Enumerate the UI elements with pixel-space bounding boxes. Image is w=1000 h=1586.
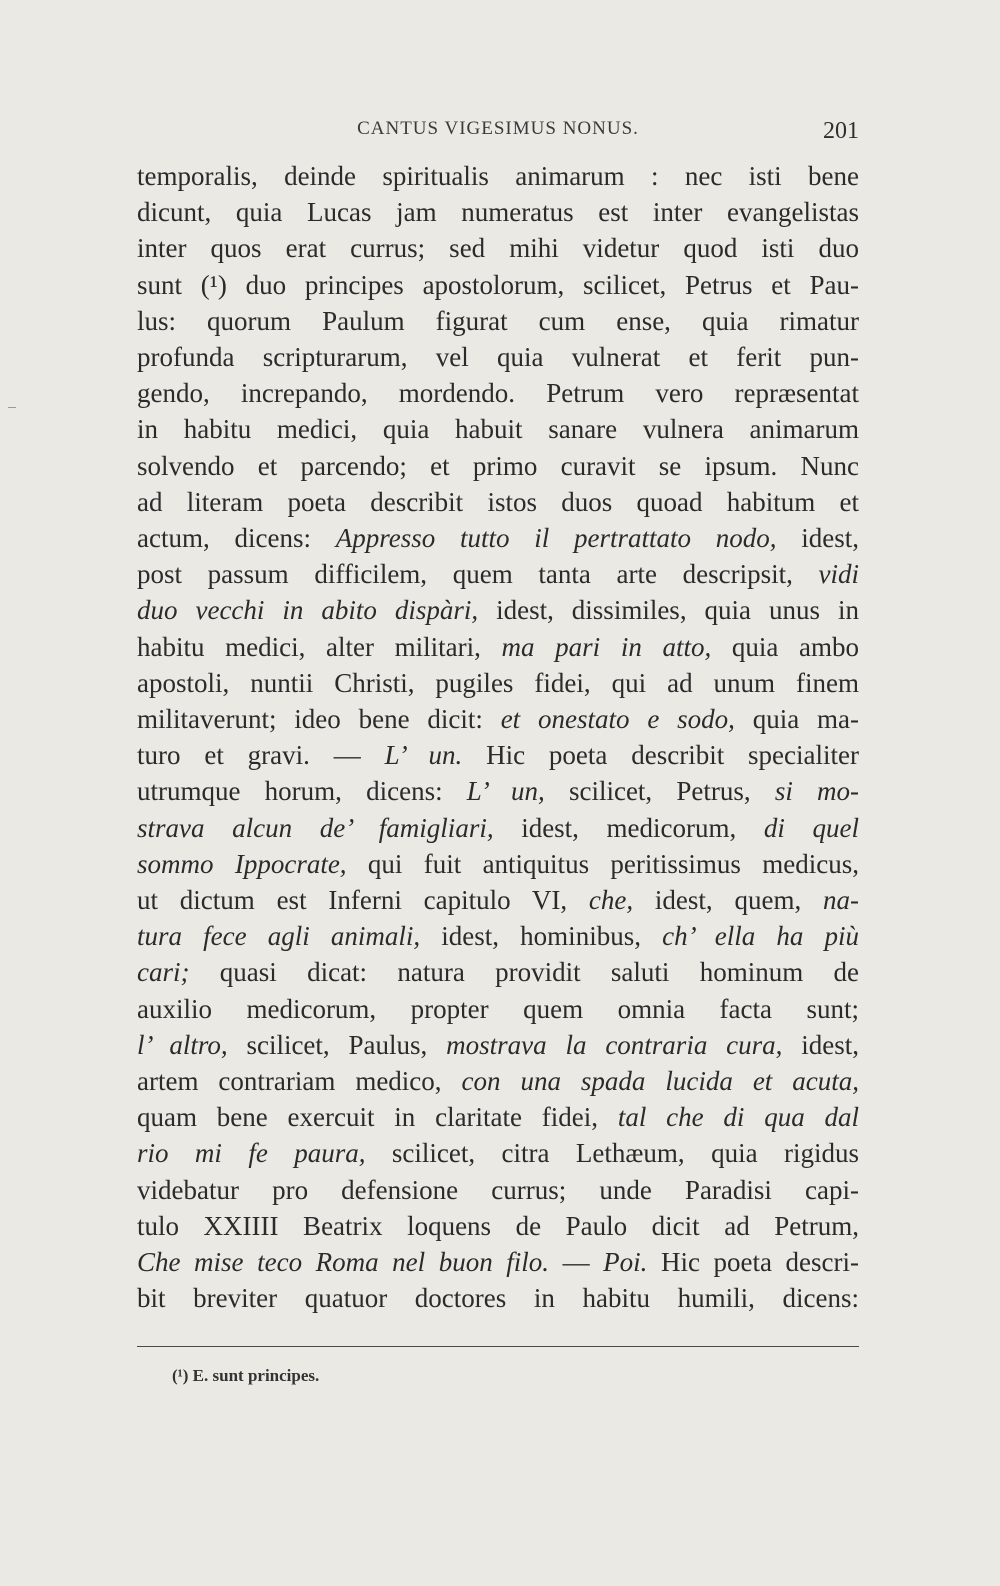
text-run: solvendo et parcendo; et primo curavit se ipsum. Nunc <box>137 450 859 481</box>
text-line <box>137 556 859 592</box>
italic-quote: Che mise teco Roma nel buon filo. <box>137 1247 550 1278</box>
text-run: profunda scripturarum, vel quia vulnerat et ferit pun- <box>137 342 859 373</box>
italic-quote: duo vecchi in abito dispàri, <box>137 595 479 626</box>
text-line <box>137 339 859 375</box>
text-run: scilicet, Paulus, <box>227 1029 447 1060</box>
italic-quote: tal che di qua dal <box>617 1102 859 1133</box>
text-line <box>137 737 859 773</box>
text-line <box>137 1280 859 1316</box>
text-run: idest, hominibus, <box>420 921 663 952</box>
italic-quote: L’ un, <box>466 776 545 807</box>
text-line <box>137 520 859 556</box>
italic-quote: tura fece agli animali, <box>137 921 421 952</box>
text-run: videbatur pro defensione currus; unde Paradisi capi- <box>137 1174 859 1205</box>
text-line <box>137 846 859 882</box>
italic-quote: mostrava la contraria cura, <box>446 1029 783 1060</box>
text-run: tulo XXIIII Beatrix loquens de Paulo dicit ad Petrum, <box>137 1210 859 1241</box>
text-run: quam bene exercuit in claritate fidei, <box>137 1102 618 1133</box>
text-line <box>137 810 859 846</box>
text-line <box>137 194 859 230</box>
text-run: sunt (¹) duo principes apostolorum, scilicet, Petrus et Pau- <box>137 269 859 300</box>
text-run: quasi dicat: natura providit saluti hominum de <box>189 957 859 988</box>
text-line <box>137 1027 859 1063</box>
text-line <box>137 1063 859 1099</box>
text-run: habitu medici, alter militari, <box>137 631 502 662</box>
text-line <box>137 1135 859 1171</box>
text-run: idest, <box>782 1029 859 1060</box>
running-title: CANTUS VIGESIMUS NONUS. <box>357 118 639 139</box>
text-run: — <box>549 1247 604 1278</box>
text-run: idest, dissimiles, quia unus in <box>478 595 859 626</box>
italic-quote: L’ un. <box>384 740 463 771</box>
text-line <box>137 773 859 809</box>
text-line <box>137 1208 859 1244</box>
text-line <box>137 158 859 194</box>
italic-quote: con una spada lucida et acuta, <box>461 1066 859 1097</box>
text-run: quia ma- <box>734 704 859 735</box>
text-run: apostoli, nuntii Christi, pugiles fidei, qui ad unum finem <box>137 667 859 698</box>
italic-quote: che, <box>588 885 634 916</box>
page-header <box>137 118 859 148</box>
text-line <box>137 484 859 520</box>
text-run: quia ambo <box>711 631 860 662</box>
text-line <box>137 267 859 303</box>
text-line <box>137 448 859 484</box>
text-run: Hic poeta describit specialiter <box>462 740 859 771</box>
text-line <box>137 918 859 954</box>
text-line <box>137 303 859 339</box>
italic-quote: l’ altro, <box>137 1029 228 1060</box>
page-number: 201 <box>823 118 859 144</box>
italic-quote: si mo- <box>774 776 860 807</box>
text-line <box>137 592 859 628</box>
text-line <box>137 991 859 1027</box>
text-run: in habitu medici, quia habuit sanare vulnera animarum <box>137 414 859 445</box>
text-line <box>137 1244 859 1280</box>
italic-quote: Appresso tutto il pertrattato nodo, <box>335 523 777 554</box>
italic-quote: ma pari in atto, <box>501 631 712 662</box>
text-run: artem contrariam medico, <box>137 1066 462 1097</box>
italic-quote: Poi. <box>603 1247 648 1278</box>
italic-quote: vidi <box>818 559 859 590</box>
text-run: inter quos erat currus; sed mihi videtur quod isti duo <box>137 233 859 264</box>
text-run: idest, medicorum, <box>493 812 764 843</box>
text-line <box>137 230 859 266</box>
text-run: scilicet, Petrus, <box>544 776 775 807</box>
text-run: Hic poeta descri- <box>647 1247 860 1278</box>
text-run: temporalis, deinde spiritualis animarum : nec isti bene <box>137 161 859 191</box>
italic-quote: na- <box>823 885 859 916</box>
text-line <box>137 629 859 665</box>
text-run: ut dictum est Inferni capitulo VI, <box>137 885 589 916</box>
text-line <box>137 375 859 411</box>
text-line <box>137 701 859 737</box>
text-run: idest, <box>776 523 859 554</box>
text-run: dicunt, quia Lucas jam numeratus est inter evangelistas <box>137 197 859 228</box>
text-run: idest, quem, <box>633 885 823 916</box>
text-line <box>137 411 859 447</box>
italic-quote: strava alcun de’ famigliari, <box>137 812 494 843</box>
text-line <box>137 954 859 990</box>
text-run: militaverunt; ideo bene dicit: <box>137 704 501 735</box>
footnote: (¹) E. sunt principes. <box>172 1366 320 1385</box>
text-run: gendo, increpando, mordendo. Petrum vero repræsentat <box>137 378 859 409</box>
text-run: qui fuit antiquitus peritissimus medicus, <box>346 848 859 879</box>
italic-quote: et onestato e sodo, <box>500 704 735 735</box>
text-run: lus: quorum Paulum figurat cum ense, quia rimatur <box>137 305 859 336</box>
italic-quote: cari; <box>137 957 190 988</box>
margin-mark <box>8 407 16 408</box>
italic-quote: rio mi fe paura, <box>137 1138 366 1169</box>
text-line <box>137 1099 859 1135</box>
text-run: bit breviter quatuor doctores in habitu humili, dicens: <box>137 1283 859 1314</box>
body-text <box>137 158 859 1317</box>
text-line <box>137 1172 859 1208</box>
text-line <box>137 665 859 701</box>
text-run: utrumque horum, dicens: <box>137 776 467 807</box>
italic-quote: sommo Ippocrate, <box>137 848 347 879</box>
text-run: post passum difficilem, quem tanta arte descripsit, <box>137 559 819 590</box>
text-run: scilicet, citra Lethæum, quia rigidus <box>365 1138 859 1169</box>
italic-quote: ch’ ella ha più <box>662 921 859 952</box>
footnote-divider <box>137 1346 859 1347</box>
text-run: auxilio medicorum, propter quem omnia facta sunt; <box>137 993 859 1024</box>
text-run: ad literam poeta describit istos duos quoad habitum et <box>137 486 859 517</box>
text-run: turo et gravi. — <box>137 740 385 771</box>
italic-quote: di quel <box>763 812 859 843</box>
text-line <box>137 882 859 918</box>
text-run: actum, dicens: <box>137 523 336 554</box>
